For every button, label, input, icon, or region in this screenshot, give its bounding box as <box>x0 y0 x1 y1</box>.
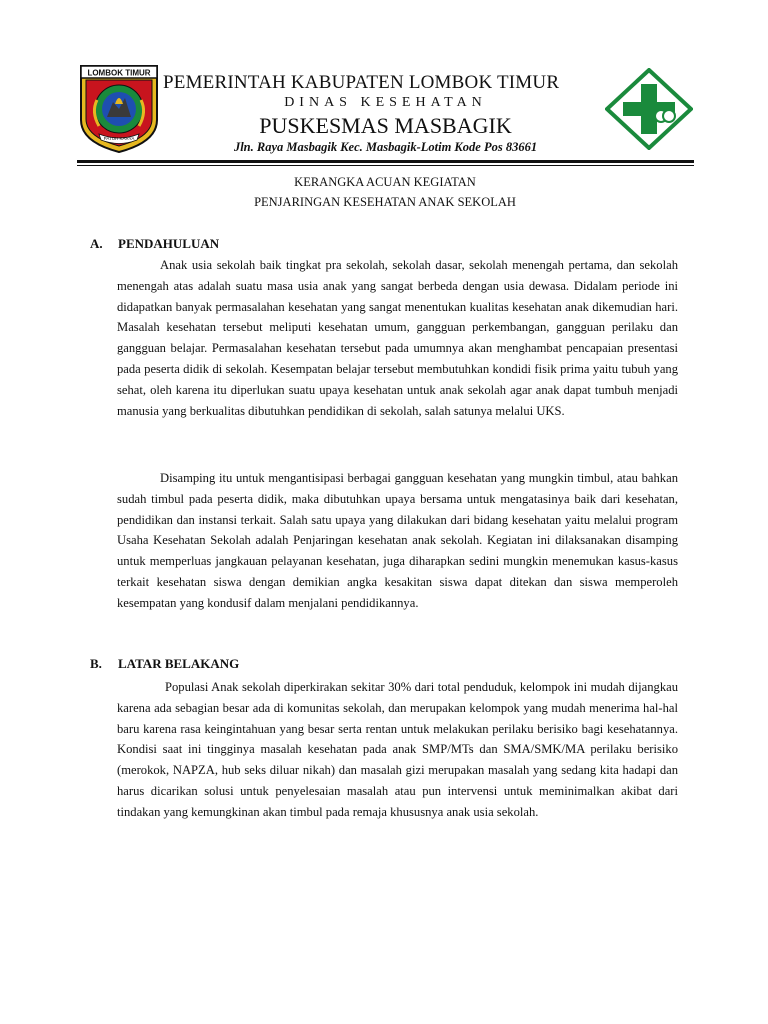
paragraph: Disamping itu untuk mengantisipasi berbagai gangguan kesehatan yang mungkin timbul, atau bahkan sudah timbul pada peserta didik, maka dibutuhkan upaya bersama untuk mengatasinya baik dari kesehatan, pendidikan dan instansi terkait. Salah satu upaya yang dilakukan dari bidang kesehatan yaitu melalui program Usaha Kesehatan Sekolah adalah Penjaringan kesehatan anak sekolah. Kegiatan ini dilaksanakan disamping untuk memperluas jangkauan pelayanan kesehatan, juga diharapkan sedini mungkin menemukan kasus-kasus terkait kesehatan siswa dengan demikian angka kesakitan siswa dapat ditekan dan siswa memperoleh kesempatan yang kondusif dalam menjalani pendidikannya. <box>117 471 678 610</box>
paragraph: Populasi Anak sekolah diperkirakan sekitar 30% dari total penduduk, kelompok ini mudah dijangkau karena ada sebagian besar ada di komunitas sekolah, dan merupakan kelompok yang mudah menerima hal-hal baru karena rasa keingintahuan yang besar serta rentan untuk melakukan perilaku berisiko bagi kesehatannya. Kondisi saat ini tingginya masalah kesehatan pada anak SMP/MTs dan SMA/SMK/MA perilaku berisiko (merokok, NAPZA, hub seks diluar nikah) dan masalah gizi merupakan masalah yang sedang kita hadapi dan harus dicarikan solusi untuk penyelesaian masalah atau pun intervensi untuk meminimalkan akibat dari tindakan yang kemungkinan akan timbul pada remaja khususnya anak usia sekolah. <box>117 680 678 819</box>
document-subtitle: PENJARINGAN KESEHATAN ANAK SEKOLAH <box>254 195 516 209</box>
emblem-label: LOMBOK TIMUR <box>87 68 151 78</box>
lombok-timur-emblem-icon <box>77 62 161 154</box>
emblem-motto: PATUH KARYA <box>103 136 135 141</box>
letterhead-government: PEMERINTAH KABUPATEN LOMBOK TIMUR <box>163 72 560 93</box>
letterhead-rule-thin <box>77 165 694 166</box>
section-number: A. <box>90 236 103 251</box>
letterhead-rule-thick <box>77 160 694 163</box>
letterhead-puskesmas: PUSKESMAS MASBAGIK <box>259 113 512 138</box>
section-heading <box>90 236 219 252</box>
section-title: LATAR BELAKANG <box>118 656 240 671</box>
section-number: B. <box>90 656 102 671</box>
puskesmas-logo-icon <box>605 68 693 150</box>
letterhead-department: DINAS KESEHATAN <box>284 95 487 110</box>
section-title: PENDAHULUAN <box>118 236 220 251</box>
letterhead-address: Jln. Raya Masbagik Kec. Masbagik-Lotim Kode Pos 83661 <box>233 140 538 154</box>
paragraph: Anak usia sekolah baik tingkat pra sekolah, sekolah dasar, sekolah menengah pertama, dan sekolah menengah atas adalah suatu masa usia anak yang sangat berbeda dengan usia dewasa. Didalam periode ini didapatkan banyak permasalahan kesehatan yang sangat menentukan kualitas kesehatan anak dikemudian hari. Masalah kesehatan tersebut meliputi kesehatan umum, gangguan perkembangan, gangguan perilaku dan gangguan belajar. Permasalahan kesehatan tersebut pada umumnya akan menghambat pencapaian presentasi pada peserta didik di sekolah. Kesempatan belajar tersebut membutuhkan kondidi fisik prima yaitu tubuh yang sehat, oleh karena itu diperlukan suatu upaya kesehatan untuk anak sekolah agar anak dapat tumbuh menjadi manusia yang berkualitas dibutuhkan pendidikan di sekolah, salah satunya melalui UKS. <box>117 258 678 418</box>
section-heading <box>90 656 239 672</box>
document-title: KERANGKA ACUAN KEGIATAN <box>294 175 476 189</box>
